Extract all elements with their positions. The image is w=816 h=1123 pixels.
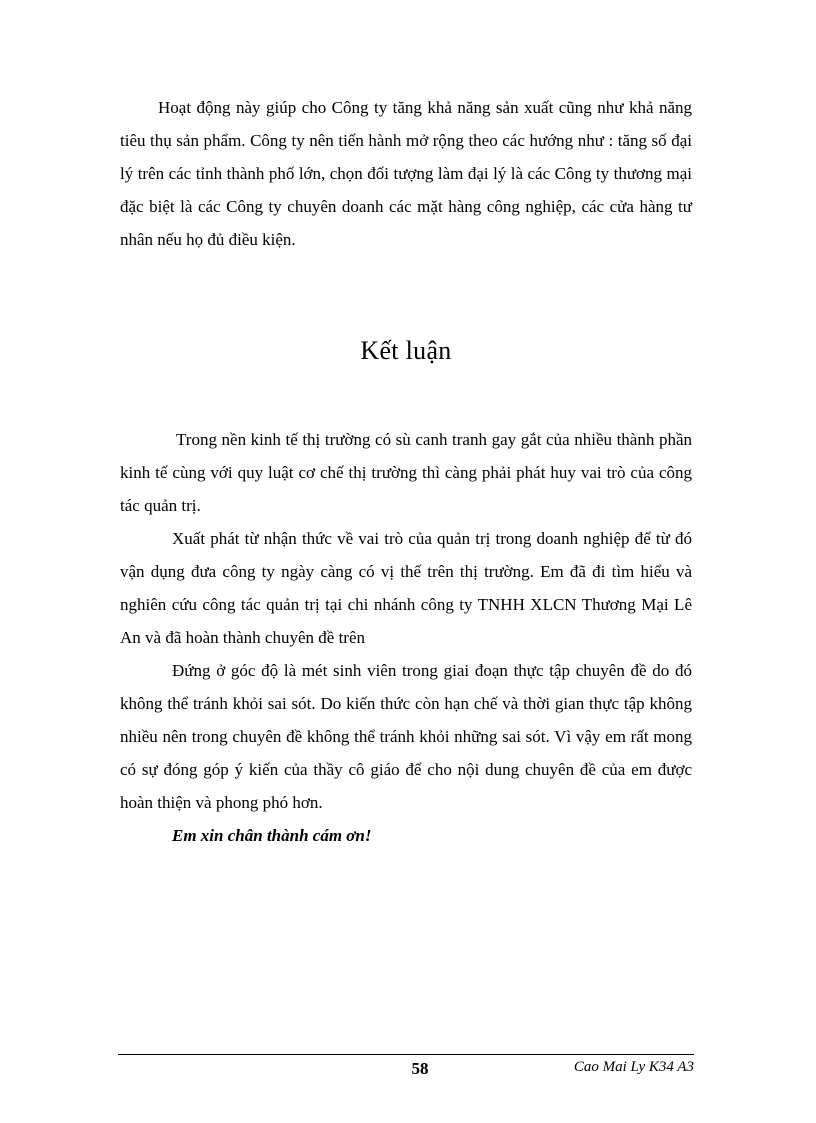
conclusion-paragraph-3: Đứng ở góc độ là mét sinh viên trong giai đoạn thực tập chuyên đề do đó không thể tránh khỏi sai sót. Do kiến thức còn hạn chế và thời gian thực tập không nhiều nên trong chuyên đề không thể tránh khỏi những sai sót. Vì vậy em rất mong có sự đóng góp ý kiến của thầy cô giáo để cho nội dung chuyên đề của em được hoàn thiện và phong phó hơn. xyxy=(120,661,692,812)
page-number: 58 xyxy=(411,1059,429,1078)
intro-section xyxy=(120,91,692,256)
intro-paragraph: Hoạt động này giúp cho Công ty tăng khả năng sản xuất cũng như khả năng tiêu thụ sản phẩm. Công ty nên tiến hành mở rộng theo các hướng như : tăng số đại lý trên các tỉnh thành phố lớn, chọn đối tượng làm đại lý là các Công ty thương mại đặc biệt là các Công ty chuyên doanh các mặt hàng công nghiệp, các cửa hàng tư nhân nếu họ đủ điều kiện. xyxy=(120,98,692,249)
thanks-line: Em xin chân thành cám ơn! xyxy=(172,826,372,845)
conclusion-paragraph-2: Xuất phát từ nhận thức về vai trò của quản trị trong doanh nghiệp để từ đó vận dụng đưa công ty ngày càng có vị thế trên thị trường. Em đã đi tìm hiểu và nghiên cứu công tác quản trị tại chi nhánh công ty TNHH XLCN Thương Mại Lê An và đã hoàn thành chuyên đề trên xyxy=(120,529,692,647)
conclusion-section xyxy=(120,423,692,852)
section-heading: Kết luận xyxy=(360,336,452,365)
footer-author: Cao Mai Ly K34 A3 xyxy=(573,1059,694,1075)
footer-divider xyxy=(118,1054,694,1055)
conclusion-paragraph-1: Trong nền kinh tế thị trường có sù canh tranh gay gắt của nhiều thành phần kinh tế cùng với quy luật cơ chế thị trường thì càng phải phát huy vai trò của công tác quản trị. xyxy=(120,430,692,515)
